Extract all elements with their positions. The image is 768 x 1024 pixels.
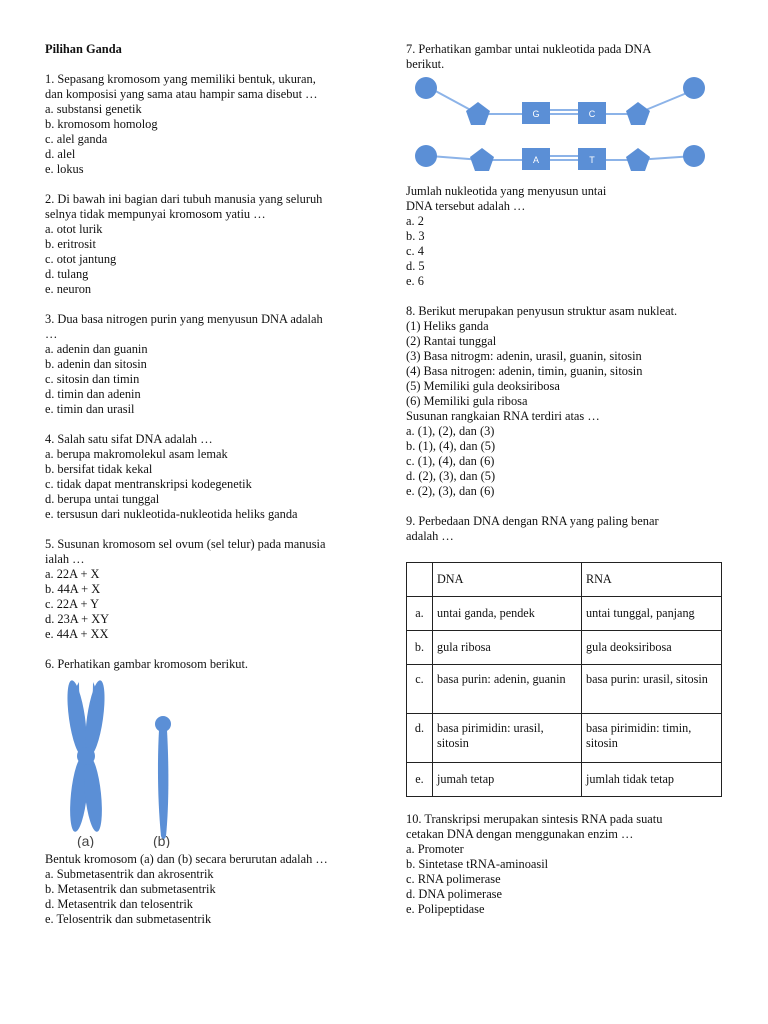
question-text: 7. Perhatikan gambar untai nukleotida pada DNA	[406, 42, 652, 56]
option-a: a. adenin dan guanin	[45, 342, 148, 356]
section-heading: Pilihan Ganda	[45, 42, 122, 56]
option-e: e. 44A + XX	[45, 627, 109, 641]
chromosome-a-icon	[64, 679, 108, 832]
base-label-t: T	[589, 155, 595, 165]
option-b: b. 44A + X	[45, 582, 101, 596]
table-cell: jumah tetap	[433, 763, 582, 797]
question-text: 3. Dua basa nitrogen purin yang menyusun DNA adalah	[45, 312, 323, 326]
table-row	[407, 597, 722, 631]
table-row	[407, 763, 722, 797]
dna-strand-figure	[410, 76, 710, 176]
option-c: c. alel ganda	[45, 132, 108, 146]
option-e: e. timin dan urasil	[45, 402, 135, 416]
phosphate-icon	[683, 145, 705, 167]
option-a: a. Promoter	[406, 842, 464, 856]
table-cell: jumlah tidak tetap	[582, 763, 722, 797]
option-b: b. bersifat tidak kekal	[45, 462, 153, 476]
statement-5: (5) Memiliki gula deoksiribosa	[406, 379, 560, 393]
statement-6: (6) Memiliki gula ribosa	[406, 394, 528, 408]
sugar-icon	[470, 148, 494, 171]
question-1	[45, 72, 365, 177]
table-cell: gula ribosa	[433, 631, 582, 665]
option-a: a. substansi genetik	[45, 102, 142, 116]
chromosome-b-icon	[155, 716, 171, 839]
option-e: e. neuron	[45, 282, 92, 296]
question-6	[45, 657, 365, 927]
option-c: c. tidak dapat mentranskripsi kodegenetik	[45, 477, 252, 491]
option-c: c. RNA polimerase	[406, 872, 501, 886]
question-10	[406, 812, 726, 917]
question-text: berikut.	[406, 57, 445, 71]
table-cell: d.	[407, 714, 433, 763]
question-2	[45, 192, 365, 297]
table-cell: b.	[407, 631, 433, 665]
chromosome-figure	[55, 676, 215, 848]
option-b: b. eritrosit	[45, 237, 96, 251]
option-e: e. (2), (3), dan (6)	[406, 484, 495, 498]
question-text: 8. Berikut merupakan penyusun struktur asam nukleat.	[406, 304, 678, 318]
table-cell: basa pirimidin: urasil, sitosin	[433, 714, 582, 763]
statement-3: (3) Basa nitrogm: adenin, urasil, guanin, sitosin	[406, 349, 642, 363]
question-9	[406, 514, 726, 797]
option-a: a. 22A + X	[45, 567, 100, 581]
question-4	[45, 432, 365, 522]
sugar-icon	[626, 102, 650, 125]
table-header-cell	[407, 563, 433, 597]
question-text: 6. Perhatikan gambar kromosom berikut.	[45, 657, 249, 671]
question-text: DNA tersebut adalah …	[406, 199, 526, 213]
question-5	[45, 537, 365, 642]
base-label-a: A	[532, 155, 540, 165]
option-b: b. Metasentrik dan submetasentrik	[45, 882, 216, 896]
table-cell: e.	[407, 763, 433, 797]
question-text: Jumlah nukleotida yang menyusun untai	[406, 184, 607, 198]
option-d: d. berupa untai tunggal	[45, 492, 160, 506]
question-text: Susunan rangkaian RNA terdiri atas …	[406, 409, 600, 423]
table-row	[407, 631, 722, 665]
base-label-c: C	[588, 109, 596, 119]
option-a: a. 2	[406, 214, 424, 228]
option-d: d. 5	[406, 259, 425, 273]
question-text: 4. Salah satu sifat DNA adalah …	[45, 432, 213, 446]
table-header-row	[407, 563, 722, 597]
statement-4: (4) Basa nitrogen: adenin, timin, guanin, sitosin	[406, 364, 643, 378]
option-a: a. Submetasentrik dan akrosentrik	[45, 867, 214, 881]
phosphate-icon	[683, 77, 705, 99]
question-text: 10. Transkripsi merupakan sintesis RNA pada suatu	[406, 812, 663, 826]
question-text: …	[45, 327, 58, 341]
figure-label-b: (b)	[153, 833, 171, 848]
option-d: d. alel	[45, 147, 76, 161]
base-label-g: G	[532, 109, 540, 119]
option-b: b. adenin dan sitosin	[45, 357, 147, 371]
option-b: b. Sintetase tRNA-aminoasil	[406, 857, 549, 871]
table-cell: c.	[407, 665, 433, 714]
phosphate-icon	[415, 77, 437, 99]
table-header-dna: DNA	[433, 563, 582, 597]
question-text: 9. Perbedaan DNA dengan RNA yang paling benar	[406, 514, 659, 528]
option-b: b. (1), (4), dan (5)	[406, 439, 496, 453]
question-text: 5. Susunan kromosom sel ovum (sel telur) pada manusia	[45, 537, 326, 551]
question-text: dan komposisi yang sama atau hampir sama disebut …	[45, 87, 318, 101]
statement-2: (2) Rantai tunggal	[406, 334, 497, 348]
option-c: c. otot jantung	[45, 252, 117, 266]
option-a: a. berupa makromolekul asam lemak	[45, 447, 228, 461]
question-3	[45, 312, 365, 417]
table-cell: basa purin: adenin, guanin	[433, 665, 582, 714]
question-text: ialah …	[45, 552, 85, 566]
table-row	[407, 714, 722, 763]
option-e: e. Polipeptidase	[406, 902, 485, 916]
table-cell: untai tunggal, panjang	[582, 597, 722, 631]
question-text: 2. Di bawah ini bagian dari tubuh manusia yang seluruh	[45, 192, 323, 206]
option-d: d. DNA polimerase	[406, 887, 503, 901]
option-d: d. tulang	[45, 267, 89, 281]
option-e: e. 6	[406, 274, 424, 288]
table-header-rna: RNA	[582, 563, 722, 597]
question-text: adalah …	[406, 529, 454, 543]
option-a: a. otot lurik	[45, 222, 103, 236]
option-c: c. sitosin dan timin	[45, 372, 140, 386]
figure-label-a: (a)	[77, 833, 95, 848]
sugar-icon	[466, 102, 490, 125]
option-a: a. (1), (2), dan (3)	[406, 424, 495, 438]
table-cell: basa pirimidin: timin, sitosin	[582, 714, 722, 763]
table-cell: gula deoksiribosa	[582, 631, 722, 665]
question-text: selnya tidak mempunyai kromosom yatiu …	[45, 207, 266, 221]
table-cell: a.	[407, 597, 433, 631]
option-e: e. lokus	[45, 162, 84, 176]
option-e: e. tersusun dari nukleotida-nukleotida heliks ganda	[45, 507, 298, 521]
question-8	[406, 304, 726, 499]
phosphate-icon	[415, 145, 437, 167]
option-e: e. Telosentrik dan submetasentrik	[45, 912, 212, 926]
option-d: d. Metasentrik dan telosentrik	[45, 897, 193, 911]
option-c: c. (1), (4), dan (6)	[406, 454, 495, 468]
question-text: cetakan DNA dengan menggunakan enzim …	[406, 827, 634, 841]
option-c: c. 22A + Y	[45, 597, 100, 611]
table-cell: untai ganda, pendek	[433, 597, 582, 631]
option-d: d. 23A + XY	[45, 612, 110, 626]
question-text: Bentuk kromosom (a) dan (b) secara berurutan adalah …	[45, 852, 328, 866]
question-text: 1. Sepasang kromosom yang memiliki bentuk, ukuran,	[45, 72, 316, 86]
option-b: b. 3	[406, 229, 425, 243]
option-d: d. (2), (3), dan (5)	[406, 469, 496, 483]
table-row	[407, 665, 722, 714]
statement-1: (1) Heliks ganda	[406, 319, 489, 333]
right-column	[406, 42, 726, 932]
question-7	[406, 42, 726, 289]
option-d: d. timin dan adenin	[45, 387, 141, 401]
option-c: c. 4	[406, 244, 424, 258]
comparison-table	[406, 562, 722, 797]
sugar-icon	[626, 148, 650, 171]
table-cell: basa purin: urasil, sitosin	[582, 665, 722, 714]
left-column	[45, 42, 365, 942]
option-b: b. kromosom homolog	[45, 117, 158, 131]
